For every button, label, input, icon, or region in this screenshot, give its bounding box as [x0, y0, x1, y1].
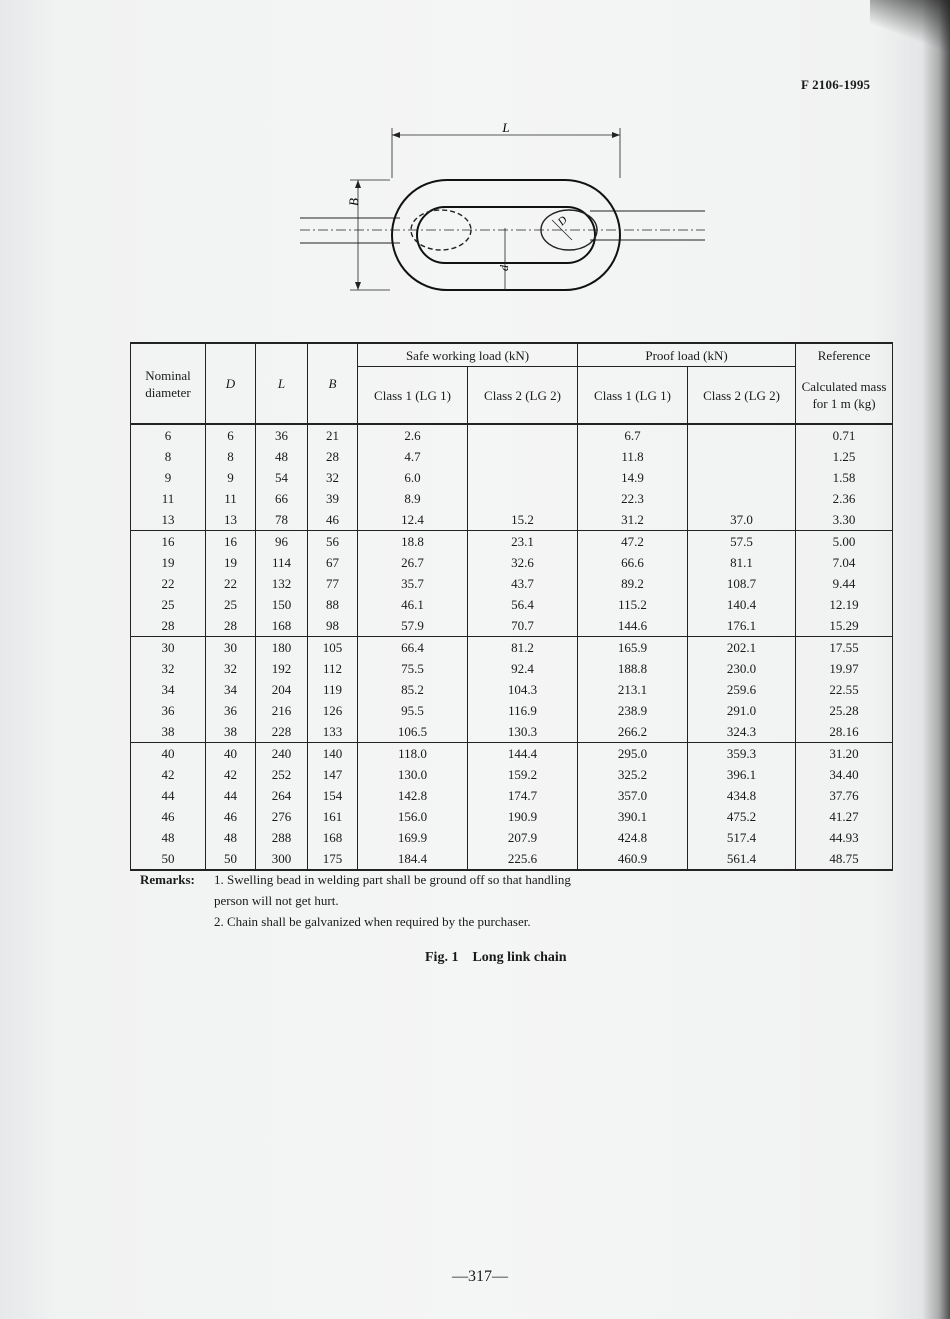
table-cell: 22: [131, 573, 206, 594]
table-cell: 39: [308, 488, 358, 509]
table-cell: 475.2: [688, 806, 796, 827]
table-cell: 38: [206, 721, 256, 743]
table-cell: 46: [308, 509, 358, 531]
remarks-label: Remarks:: [140, 872, 195, 887]
table-cell: 130.0: [358, 764, 468, 785]
table-cell: 396.1: [688, 764, 796, 785]
table-cell: 9: [206, 467, 256, 488]
table-cell: [468, 488, 578, 509]
table-cell: 48: [256, 446, 308, 467]
table-cell: 266.2: [578, 721, 688, 743]
header-L: L: [256, 343, 308, 424]
table-cell: 11.8: [578, 446, 688, 467]
table-cell: 35.7: [358, 573, 468, 594]
table-cell: 259.6: [688, 679, 796, 700]
table-cell: 132: [256, 573, 308, 594]
table-cell: 36: [256, 424, 308, 446]
table-cell: 46: [131, 806, 206, 827]
table-cell: 95.5: [358, 700, 468, 721]
table-cell: 295.0: [578, 743, 688, 765]
table-cell: 37.0: [688, 509, 796, 531]
table-cell: 240: [256, 743, 308, 765]
table-cell: 70.7: [468, 615, 578, 637]
table-cell: 19.97: [796, 658, 893, 679]
table-cell: 57.9: [358, 615, 468, 637]
table-cell: 17.55: [796, 637, 893, 659]
dim-label-D: D: [555, 214, 570, 229]
table-cell: [468, 446, 578, 467]
table-cell: 390.1: [578, 806, 688, 827]
table-cell: 230.0: [688, 658, 796, 679]
table-cell: 36: [131, 700, 206, 721]
table-cell: 34: [206, 679, 256, 700]
table-cell: [468, 467, 578, 488]
dim-label-d: d: [497, 265, 511, 271]
table-cell: 5.00: [796, 531, 893, 553]
table-cell: 150: [256, 594, 308, 615]
standard-number: F 2106-1995: [801, 77, 871, 92]
remark-item-2: 2. Chain shall be galvanized when required by the purchaser.: [214, 914, 531, 929]
header-proof-class1: Class 1 (LG 1): [578, 367, 688, 425]
header-safe-working-load: Safe working load (kN): [358, 343, 578, 367]
table-cell: 12.19: [796, 594, 893, 615]
table-cell: 115.2: [578, 594, 688, 615]
table-cell: 40: [131, 743, 206, 765]
table-cell: 48: [206, 827, 256, 848]
table-cell: 204: [256, 679, 308, 700]
dim-label-L: L: [502, 120, 510, 135]
table-cell: 8.9: [358, 488, 468, 509]
table-cell: 213.1: [578, 679, 688, 700]
table-row: [131, 637, 893, 659]
table-cell: 142.8: [358, 785, 468, 806]
table-cell: 19: [206, 552, 256, 573]
table-cell: 165.9: [578, 637, 688, 659]
table-cell: 175: [308, 848, 358, 870]
table-cell: 1.25: [796, 446, 893, 467]
table-cell: 2.6: [358, 424, 468, 446]
table-cell: 460.9: [578, 848, 688, 870]
table-cell: 252: [256, 764, 308, 785]
table-cell: 43.7: [468, 573, 578, 594]
table-cell: 13: [131, 509, 206, 531]
table-cell: 47.2: [578, 531, 688, 553]
table-cell: 30: [206, 637, 256, 659]
table-cell: 180: [256, 637, 308, 659]
table-cell: 22.55: [796, 679, 893, 700]
table-cell: 228: [256, 721, 308, 743]
table-cell: 202.1: [688, 637, 796, 659]
table-cell: 34: [131, 679, 206, 700]
table-cell: 41.27: [796, 806, 893, 827]
table-cell: 78: [256, 509, 308, 531]
table-cell: 28: [131, 615, 206, 637]
table-cell: 174.7: [468, 785, 578, 806]
table-row: [131, 488, 893, 509]
table-cell: 9: [131, 467, 206, 488]
table-row: [131, 573, 893, 594]
table-cell: 7.04: [796, 552, 893, 573]
table-cell: 6.7: [578, 424, 688, 446]
table-cell: 23.1: [468, 531, 578, 553]
table-cell: 264: [256, 785, 308, 806]
table-cell: 28: [206, 615, 256, 637]
table-cell: 37.76: [796, 785, 893, 806]
table-cell: 96: [256, 531, 308, 553]
table-row: [131, 785, 893, 806]
table-cell: [688, 424, 796, 446]
table-cell: 561.4: [688, 848, 796, 870]
table-cell: 42: [206, 764, 256, 785]
table-cell: 46: [206, 806, 256, 827]
table-cell: 77: [308, 573, 358, 594]
table-cell: 32.6: [468, 552, 578, 573]
table-cell: 75.5: [358, 658, 468, 679]
table-cell: 184.4: [358, 848, 468, 870]
table-row: [131, 594, 893, 615]
table-row: [131, 509, 893, 531]
table-cell: 225.6: [468, 848, 578, 870]
table-cell: 81.2: [468, 637, 578, 659]
table-cell: 207.9: [468, 827, 578, 848]
table-cell: 22: [206, 573, 256, 594]
table-row: [131, 827, 893, 848]
table-row: [131, 552, 893, 573]
table-cell: 104.3: [468, 679, 578, 700]
table-cell: 424.8: [578, 827, 688, 848]
table-cell: 11: [131, 488, 206, 509]
table-row: [131, 446, 893, 467]
table-cell: 168: [256, 615, 308, 637]
table-cell: 147: [308, 764, 358, 785]
table-cell: 176.1: [688, 615, 796, 637]
table-row: [131, 848, 893, 870]
table-cell: 38: [131, 721, 206, 743]
table-row: [131, 764, 893, 785]
table-cell: 42: [131, 764, 206, 785]
header-swl-class1: Class 1 (LG 1): [358, 367, 468, 425]
table-cell: 108.7: [688, 573, 796, 594]
table-cell: 34.40: [796, 764, 893, 785]
long-link-chain-table: [130, 342, 892, 871]
table-cell: 66.6: [578, 552, 688, 573]
table-cell: 50: [131, 848, 206, 870]
table-cell: 118.0: [358, 743, 468, 765]
table-row: [131, 743, 893, 765]
table-cell: 325.2: [578, 764, 688, 785]
figure-caption: Fig. 1 Long link chain: [425, 950, 567, 965]
table-cell: 46.1: [358, 594, 468, 615]
table-cell: 6.0: [358, 467, 468, 488]
table-cell: 133: [308, 721, 358, 743]
dim-label-B: B: [346, 198, 361, 206]
table-cell: 12.4: [358, 509, 468, 531]
table-cell: 1.58: [796, 467, 893, 488]
table-cell: 0.71: [796, 424, 893, 446]
table-row: [131, 467, 893, 488]
table-cell: 144.4: [468, 743, 578, 765]
table-cell: 159.2: [468, 764, 578, 785]
table-cell: 36: [206, 700, 256, 721]
table-cell: 161: [308, 806, 358, 827]
table-row: [131, 679, 893, 700]
table-cell: 16: [131, 531, 206, 553]
table-cell: 114: [256, 552, 308, 573]
remark-item-1: 1. Swelling bead in welding part shall be ground off so that handling person will not get hurt.: [214, 872, 571, 908]
table-cell: 156.0: [358, 806, 468, 827]
table-cell: 54: [256, 467, 308, 488]
table-cell: 2.36: [796, 488, 893, 509]
table-cell: 32: [206, 658, 256, 679]
table-cell: 25: [131, 594, 206, 615]
table-row: [131, 424, 893, 446]
table-cell: 517.4: [688, 827, 796, 848]
table-cell: 25.28: [796, 700, 893, 721]
table-cell: 238.9: [578, 700, 688, 721]
table-cell: 57.5: [688, 531, 796, 553]
table-cell: 105: [308, 637, 358, 659]
table-cell: 31.2: [578, 509, 688, 531]
header-swl-class2: Class 2 (LG 2): [468, 367, 578, 425]
table-body: [131, 424, 893, 870]
table-cell: 66: [256, 488, 308, 509]
table-cell: 32: [131, 658, 206, 679]
table-cell: 144.6: [578, 615, 688, 637]
table-cell: 300: [256, 848, 308, 870]
table-cell: 67: [308, 552, 358, 573]
table-row: [131, 658, 893, 679]
table-cell: 3.30: [796, 509, 893, 531]
table-cell: 291.0: [688, 700, 796, 721]
table-cell: [688, 446, 796, 467]
page-shadow-edge: [922, 0, 950, 1319]
table-cell: 26.7: [358, 552, 468, 573]
table-cell: 56: [308, 531, 358, 553]
table-cell: 32: [308, 467, 358, 488]
table-cell: 130.3: [468, 721, 578, 743]
table-cell: [688, 488, 796, 509]
table-cell: 112: [308, 658, 358, 679]
table-cell: 85.2: [358, 679, 468, 700]
table-cell: 192: [256, 658, 308, 679]
table-cell: 98: [308, 615, 358, 637]
header-proof-class2: Class 2 (LG 2): [688, 367, 796, 425]
table-cell: 44: [206, 785, 256, 806]
table-cell: 154: [308, 785, 358, 806]
table-cell: 6: [131, 424, 206, 446]
header-reference: Reference: [796, 343, 893, 367]
table-cell: 30: [131, 637, 206, 659]
table-cell: 81.1: [688, 552, 796, 573]
table-cell: 126: [308, 700, 358, 721]
table-cell: 6: [206, 424, 256, 446]
table-cell: 48.75: [796, 848, 893, 870]
table-cell: 116.9: [468, 700, 578, 721]
table-cell: 92.4: [468, 658, 578, 679]
table-cell: 44.93: [796, 827, 893, 848]
table-cell: 434.8: [688, 785, 796, 806]
table-cell: 216: [256, 700, 308, 721]
header-proof-load: Proof load (kN): [578, 343, 796, 367]
table-cell: [468, 424, 578, 446]
table-row: [131, 700, 893, 721]
table-cell: 19: [131, 552, 206, 573]
header-calculated-mass: Calculated mass for 1 m (kg): [796, 367, 893, 425]
page-number: —317—: [452, 1268, 508, 1285]
table-cell: 88: [308, 594, 358, 615]
table-cell: 276: [256, 806, 308, 827]
table-cell: 16: [206, 531, 256, 553]
table-row: [131, 721, 893, 743]
table-row: [131, 806, 893, 827]
table-cell: 40: [206, 743, 256, 765]
table-cell: 15.2: [468, 509, 578, 531]
table-row: [131, 531, 893, 553]
table-cell: 11: [206, 488, 256, 509]
table-cell: 50: [206, 848, 256, 870]
table-cell: 31.20: [796, 743, 893, 765]
table-row: [131, 615, 893, 637]
header-D: D: [206, 343, 256, 424]
table-cell: 66.4: [358, 637, 468, 659]
table-cell: 324.3: [688, 721, 796, 743]
table-cell: 140.4: [688, 594, 796, 615]
table-cell: 22.3: [578, 488, 688, 509]
table-cell: 48: [131, 827, 206, 848]
table-cell: 15.29: [796, 615, 893, 637]
table-cell: 359.3: [688, 743, 796, 765]
table-cell: 25: [206, 594, 256, 615]
page-corner-shadow: [870, 0, 950, 60]
table-cell: 140: [308, 743, 358, 765]
table-cell: 14.9: [578, 467, 688, 488]
header-B: B: [308, 343, 358, 424]
table-cell: 13: [206, 509, 256, 531]
table-cell: 357.0: [578, 785, 688, 806]
table-cell: 288: [256, 827, 308, 848]
table-cell: 119: [308, 679, 358, 700]
table-cell: 21: [308, 424, 358, 446]
table-cell: 9.44: [796, 573, 893, 594]
table-cell: 56.4: [468, 594, 578, 615]
table-cell: 18.8: [358, 531, 468, 553]
table-cell: 168: [308, 827, 358, 848]
table-cell: 8: [206, 446, 256, 467]
table-cell: 4.7: [358, 446, 468, 467]
chain-link-diagram: [290, 118, 710, 303]
table-cell: 8: [131, 446, 206, 467]
table-cell: 28.16: [796, 721, 893, 743]
table-cell: 106.5: [358, 721, 468, 743]
table-cell: 188.8: [578, 658, 688, 679]
table-cell: [688, 467, 796, 488]
table-cell: 169.9: [358, 827, 468, 848]
table-cell: 44: [131, 785, 206, 806]
table-cell: 28: [308, 446, 358, 467]
header-nominal-diameter: Nominal diameter: [131, 343, 206, 424]
table-cell: 190.9: [468, 806, 578, 827]
table-cell: 89.2: [578, 573, 688, 594]
